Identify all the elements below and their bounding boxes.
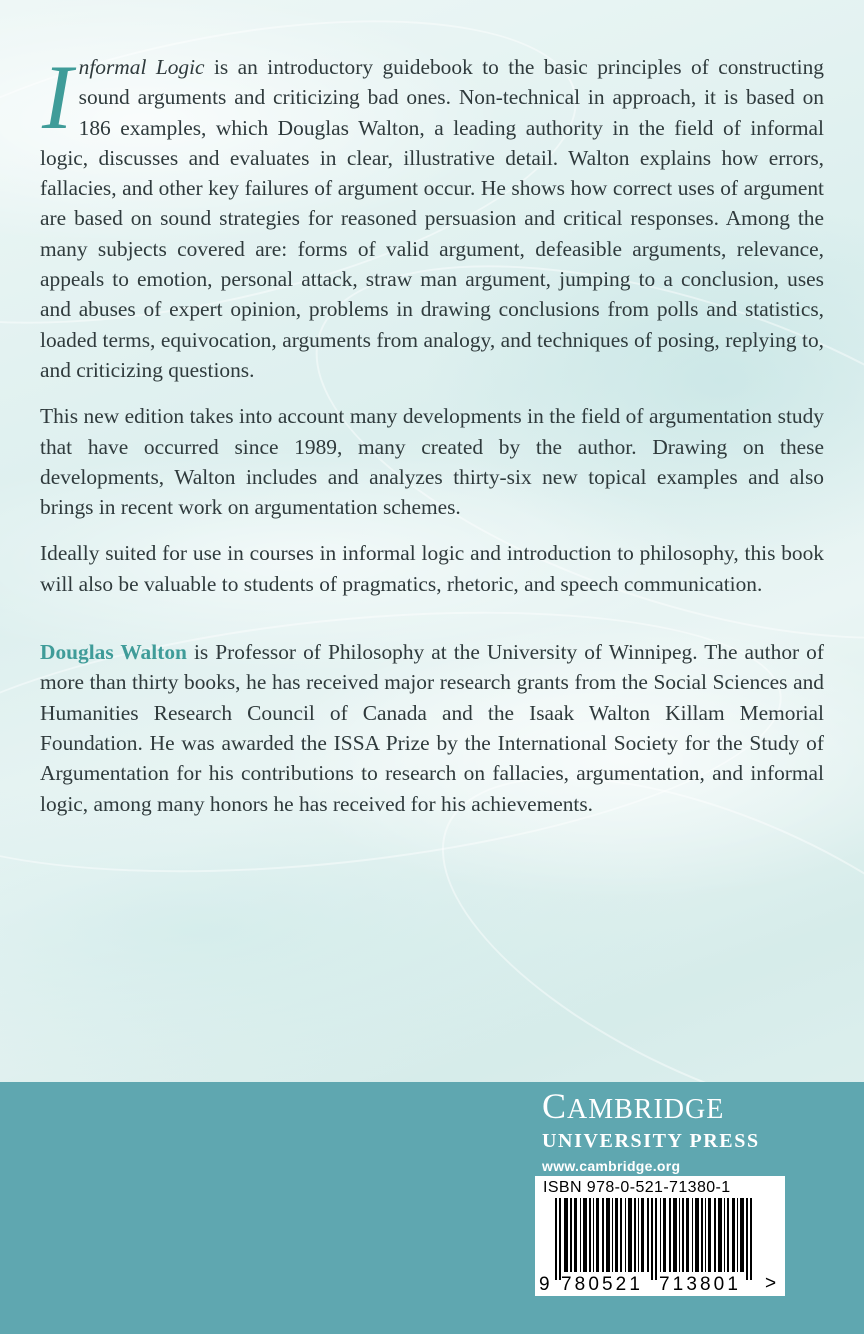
description-paragraph-3: Ideally suited for use in courses in informal logic and introduction to philosophy, this book will also be valuable to students of pragmatics, rhetoric, and speech communication. — [40, 541, 824, 596]
publisher-name: CAMBRIDGE — [542, 1086, 725, 1126]
description-text: is an introductory guidebook to the basic principles of constructing sound arguments and criticizing bad ones. Non-technical in approach, it is based on 186 examples, which Douglas Walton, a leading authority in the field of informal logic, discusses and evaluates in clear, illustrative detail. Walton explains how errors, fallacies, and other key failures of argument occur. He shows how correct uses of argument are based on sound strategies for reasoned persuasion and critical responses. Among the many subjects covered are: forms of valid argument, defeasible arguments, relevance, appeals to emotion, personal attack, straw man argument, jumping to a conclusion, uses and abuses of expert opinion, problems in drawing conclusions from polls and statistics, loaded terms, equivocation, arguments from analogy, and techniques of posing, replying to, and criticizing questions. — [40, 55, 824, 382]
author-bio-text: is Professor of Philosophy at the University of Winnipeg. The author of more than thirty books, he has received major research grants from the Social Sciences and Humanities Research Council of Canada and the Isaak Walton Killam Memorial Foundation. He was awarded the ISSA Prize by the International Society for the Study of Argumentation for his contributions to research on fallacies, argumentation, and informal logic, among many honors he has received for his achievements. — [40, 640, 824, 816]
drop-cap: I — [42, 46, 73, 148]
publisher-logo — [542, 1088, 842, 1174]
author-name: Douglas Walton — [40, 640, 187, 665]
barcode-bars — [535, 1198, 785, 1280]
description-paragraph-2: This new edition takes into account many developments in the field of argumentation study that have occurred since 1989, many created by the author. Drawing on these developments, Walton includes and analyzes thirty-six new topical examples and also brings in recent work on argumentation schemes. — [40, 404, 824, 520]
isbn-barcode — [535, 1176, 785, 1296]
publisher-url: www.cambridge.org — [542, 1158, 681, 1174]
description-paragraph-1 — [40, 46, 824, 385]
book-title-inline: nformal Logic — [78, 55, 205, 79]
ean-digits: 9 780521 713801 > — [539, 1273, 777, 1295]
publisher-press-label: UNIVERSITY PRESS — [542, 1130, 760, 1152]
author-bio — [40, 637, 824, 819]
cover-text-area — [40, 46, 824, 819]
isbn-label: ISBN 978-0-521-71380-1 — [543, 1179, 731, 1196]
